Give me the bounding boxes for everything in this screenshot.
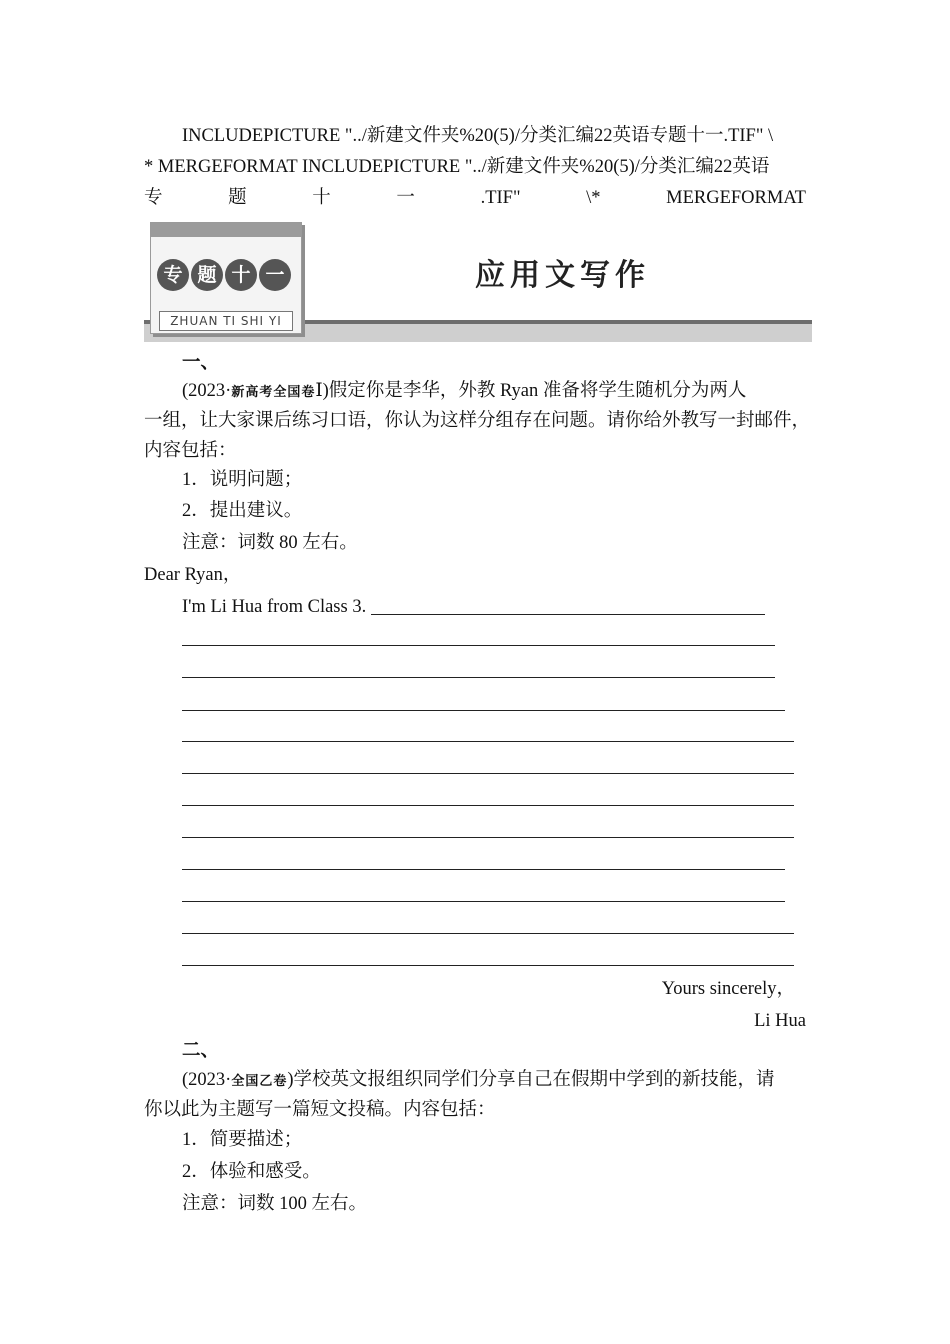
field-code-word: 题	[228, 188, 247, 208]
topic-circle: 一	[259, 259, 291, 291]
field-code-word: 十	[312, 188, 331, 208]
field-code-line-2: * MERGEFORMAT INCLUDEPICTURE "../新建文件夹%20(5)/分类汇编22英语	[144, 157, 770, 177]
source-name: 新高考全国卷	[231, 385, 316, 400]
answer-line[interactable]	[182, 677, 775, 678]
section-1-note: 注意：词数 80 左右。	[182, 533, 358, 553]
answer-line[interactable]	[371, 614, 765, 615]
field-code-line-1: INCLUDEPICTURE "../新建文件夹%20(5)/分类汇编22英语专题十一.TIF" \	[182, 126, 774, 146]
section-1-heading: 一、	[182, 353, 220, 373]
answer-line[interactable]	[182, 965, 794, 966]
section-2-item-1: 1．简要描述；	[182, 1130, 303, 1150]
page-title: 应用文写作	[475, 258, 650, 293]
section-2-item-2: 2．体验和感受。	[182, 1162, 321, 1182]
topic-banner	[144, 220, 812, 342]
section-1-item-1: 1．说明问题；	[182, 470, 303, 490]
letter-opening: I'm Li Hua from Class 3.	[182, 597, 367, 617]
topic-tag	[150, 222, 302, 334]
section-2-prompt-line-2: 你以此为主题写一篇短文投稿。内容包括：	[144, 1100, 496, 1120]
topic-pinyin: ZHUAN TI SHI YI	[159, 311, 293, 331]
field-code-word: MERGEFORMAT	[666, 188, 806, 208]
answer-line[interactable]	[182, 869, 785, 870]
section-1-item-2: 2．提出建议。	[182, 501, 303, 521]
section-1-prompt-line-2: 一组，让大家课后练习口语，你认为这样分组存在问题。请你给外教写一封邮件，	[144, 411, 811, 431]
field-code-word: \*	[586, 188, 601, 208]
section-2-heading: 二、	[182, 1041, 220, 1061]
answer-line[interactable]	[182, 741, 794, 742]
answer-line[interactable]	[182, 645, 775, 646]
field-code-line-3	[144, 187, 806, 209]
section-2-prompt-line-1	[182, 1069, 775, 1093]
source-year: (2023·	[182, 1070, 232, 1090]
prompt-text: Ⅰ)假定你是李华，外教 Ryan 准备将学生随机分为两人	[315, 381, 747, 401]
source-year: (2023·	[182, 381, 232, 401]
section-1-prompt-line-3: 内容包括：	[144, 441, 237, 461]
topic-circle: 专	[157, 259, 189, 291]
answer-line[interactable]	[182, 805, 794, 806]
field-code-word: 一	[396, 188, 415, 208]
letter-closing: Yours sincerely，	[661, 979, 795, 999]
answer-line[interactable]	[182, 773, 794, 774]
prompt-text: )学校英文报组织同学们分享自己在假期中学到的新技能，请	[287, 1070, 775, 1090]
answer-line[interactable]	[182, 710, 785, 711]
field-code-word: .TIF"	[480, 188, 521, 208]
field-code-word: 专	[144, 188, 163, 208]
topic-circles	[157, 259, 291, 291]
answer-line[interactable]	[182, 837, 794, 838]
letter-salutation: Dear Ryan，	[144, 565, 242, 585]
source-name: 全国乙卷	[231, 1074, 288, 1089]
answer-line[interactable]	[182, 933, 794, 934]
section-1-prompt-line-1	[182, 380, 746, 404]
section-2-note: 注意：词数 100 左右。	[182, 1194, 368, 1214]
letter-signature: Li Hua	[754, 1011, 806, 1031]
answer-line[interactable]	[182, 901, 785, 902]
topic-circle: 十	[225, 259, 257, 291]
topic-circle: 题	[191, 259, 223, 291]
tag-top-strip	[151, 223, 301, 237]
